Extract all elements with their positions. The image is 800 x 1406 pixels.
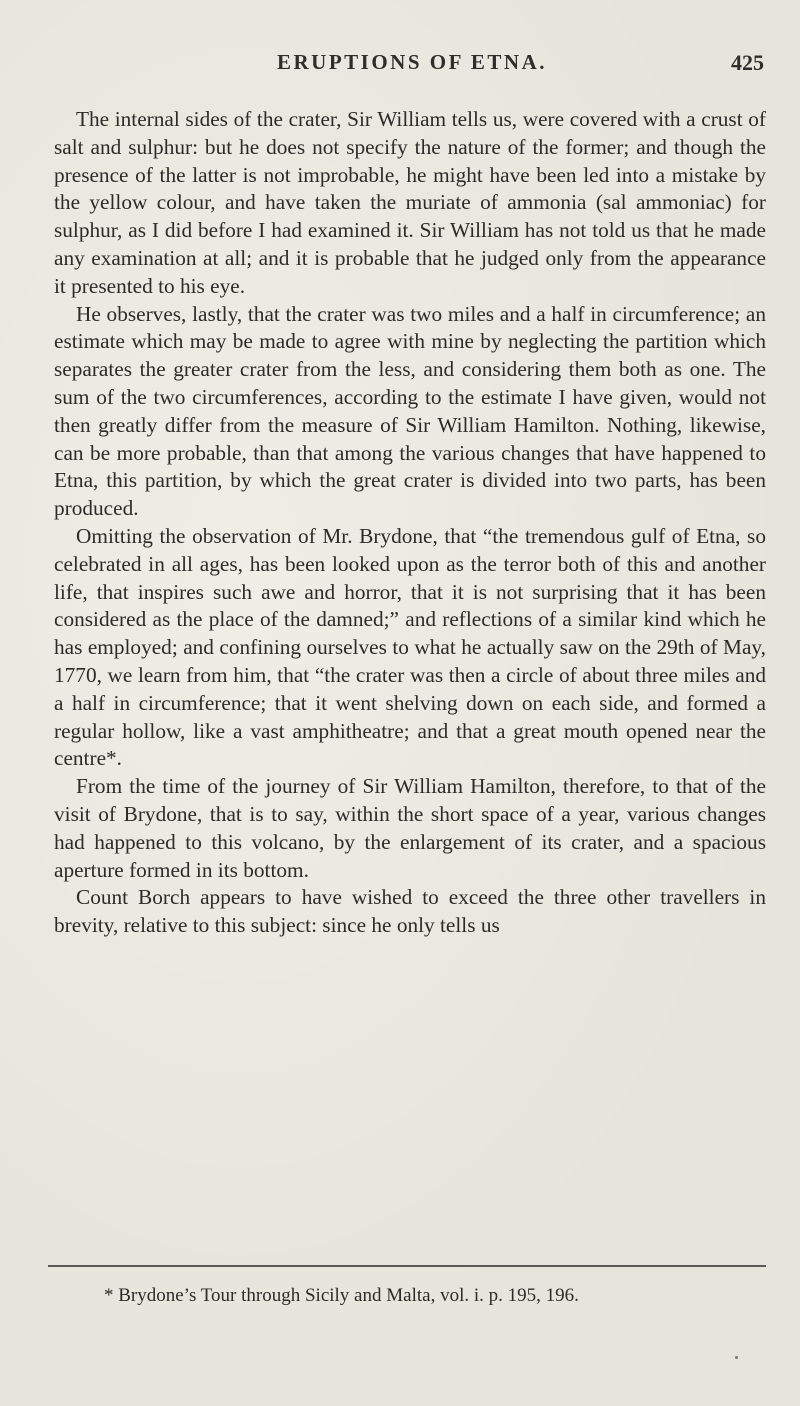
paragraph: From the time of the journey of Sir William Hamilton, therefore, to that of the visit of Brydone, that is to say, within the short space of a year, various changes had happened to this volcano, by the enlargement of its crater, and a spacious aperture formed in its bottom. bbox=[54, 774, 766, 882]
running-title: ERUPTIONS OF ETNA. bbox=[276, 50, 547, 74]
paragraph: The internal sides of the crater, Sir William tells us, were covered with a crust of salt and sulphur: but he does not specify the nature of the former; and though the presence of the latter is not improbable, he might have been led into a mistake by the yellow colour, and have taken the muriate of ammonia (sal ammoniac) for sulphur, as I did before I had examined it. Sir William has not told us that he made any examination at all; and it is probable that he judged only from the appearance it presented to his eye. bbox=[54, 107, 766, 298]
footnote-rule bbox=[48, 1265, 766, 1267]
footnote: * Brydone’s Tour through Sicily and Malta, vol. i. p. 195, 196. bbox=[104, 1285, 579, 1306]
paper-speck bbox=[735, 1356, 738, 1359]
paragraph: Count Borch appears to have wished to exceed the three other travellers in brevity, relative to this subject: since he only tells us bbox=[54, 885, 766, 938]
body-text bbox=[54, 106, 766, 940]
paragraph: Omitting the observation of Mr. Brydone, that “the tremendous gulf of Etna, so celebrated in all ages, has been looked upon as the terror both of this and another life, that inspires such awe and horror, that it is not surprising that it has been considered as the place of the damned;” and reflections of a similar kind which he has employed; and confining ourselves to what he actually saw on the 29th of May, 1770, we learn from him, that “the crater was then a circle of about three miles and a half in circumference; that it went shelving down on each side, and formed a regular hollow, like a vast amphitheatre; and that a great mouth opened near the centre*. bbox=[54, 523, 766, 771]
paragraph: He observes, lastly, that the crater was two miles and a half in circumference; an estimate which may be made to agree with mine by neglecting the partition which separates the greater crater from the less, and considering them both as one. The sum of the two circumferences, according to the estimate I have given, would not then greatly differ from the measure of Sir William Hamilton. Nothing, likewise, can be more probable, than that among the various changes that have happened to Etna, this partition, by which the great crater is divided into two parts, has been produced. bbox=[54, 301, 766, 521]
running-head bbox=[60, 50, 764, 84]
page-number: 425 bbox=[731, 50, 764, 75]
